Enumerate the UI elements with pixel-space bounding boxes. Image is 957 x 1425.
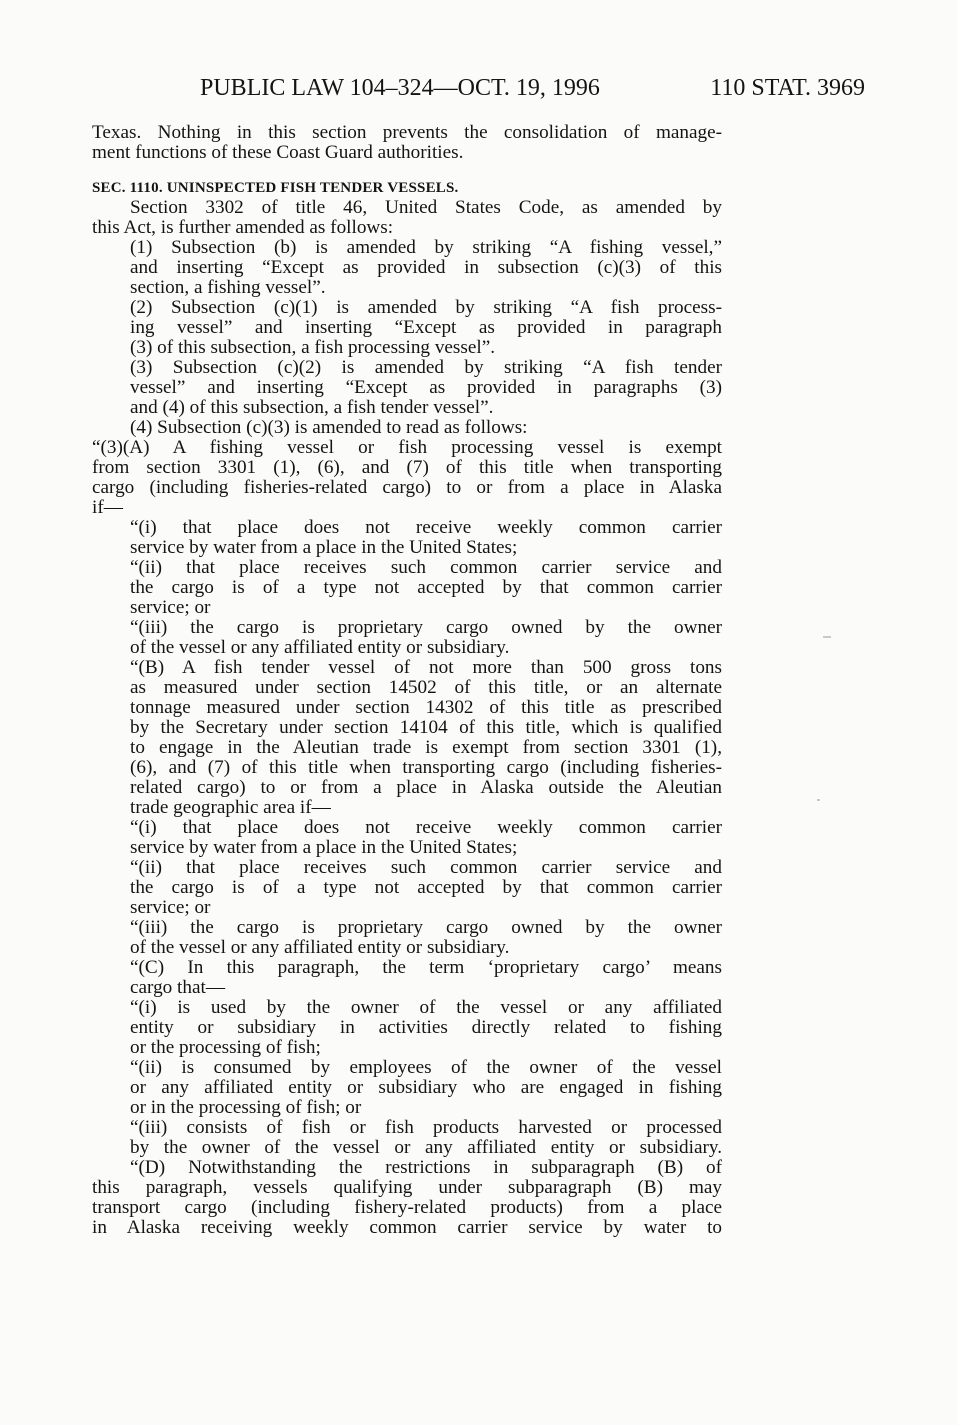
scan-speck bbox=[817, 799, 820, 801]
text-line: tonnage measured under section 14302 of this title as prescribed bbox=[130, 698, 722, 718]
text-line: “(i) is used by the owner of the vessel or any affiliated bbox=[130, 998, 722, 1018]
text-line: entity or subsidiary in activities directly related to fishing bbox=[130, 1018, 722, 1038]
text-line: in Alaska receiving weekly common carrier service by water to bbox=[92, 1218, 722, 1238]
text-line: of the vessel or any affiliated entity or subsidiary. bbox=[130, 637, 510, 658]
spacer bbox=[92, 163, 722, 178]
text-line: Texas. Nothing in this section prevents the consolidation of manage- bbox=[92, 123, 722, 143]
text-line: service; or bbox=[130, 597, 211, 618]
text-line: “(i) that place does not receive weekly common carrier bbox=[130, 518, 722, 538]
text-line: section, a fishing vessel”. bbox=[130, 277, 326, 298]
text-line: (6), and (7) of this title when transporting cargo (including fisheries- bbox=[130, 758, 722, 778]
text-line: this Act, is further amended as follows: bbox=[92, 217, 394, 238]
text-line: vessel” and inserting “Except as provided in paragraphs (3) bbox=[130, 378, 722, 398]
text-line: “(ii) that place receives such common carrier service and bbox=[130, 858, 722, 878]
text-line: by the Secretary under section 14104 of this title, which is qualified bbox=[130, 718, 722, 738]
text-line: cargo (including fisheries-related cargo) to or from a place in Alaska bbox=[92, 478, 722, 498]
text-line: by the owner of the vessel or any affiliated entity or subsidiary. bbox=[130, 1138, 722, 1158]
page-header bbox=[200, 70, 865, 106]
text-line: and inserting “Except as provided in subsection (c)(3) of this bbox=[130, 258, 722, 278]
text-line: related cargo) to or from a place in Alaska outside the Aleutian bbox=[130, 778, 722, 798]
scan-speck bbox=[823, 636, 831, 638]
text-line: of the vessel or any affiliated entity or subsidiary. bbox=[130, 937, 510, 958]
text-line: to engage in the Aleutian trade is exempt from section 3301 (1), bbox=[130, 738, 722, 758]
text-line: cargo that— bbox=[130, 977, 226, 998]
text-line: this paragraph, vessels qualifying under subparagraph (B) may bbox=[92, 1178, 722, 1198]
text-line: (4) Subsection (c)(3) is amended to read as follows: bbox=[130, 417, 528, 438]
text-line: (1) Subsection (b) is amended by striking “A fishing vessel,” bbox=[130, 238, 722, 258]
text-line: or the processing of fish; bbox=[130, 1037, 321, 1058]
text-line: (3) of this subsection, a fish processing vessel”. bbox=[130, 337, 496, 358]
text-line: “(iii) consists of fish or fish products harvested or processed bbox=[130, 1118, 722, 1138]
text-line: or in the processing of fish; or bbox=[130, 1097, 362, 1118]
text-line: ing vessel” and inserting “Except as provided in paragraph bbox=[130, 318, 722, 338]
text-line: the cargo is of a type not accepted by that common carrier bbox=[130, 578, 722, 598]
text-line: “(iii) the cargo is proprietary cargo owned by the owner bbox=[130, 918, 722, 938]
text-line: “(iii) the cargo is proprietary cargo owned by the owner bbox=[130, 618, 722, 638]
text-line: (3) Subsection (c)(2) is amended by striking “A fish tender bbox=[130, 358, 722, 378]
text-line: as measured under section 14502 of this title, or an alternate bbox=[130, 678, 722, 698]
text-line: “(C) In this paragraph, the term ‘proprietary cargo’ means bbox=[130, 958, 722, 978]
text-line: trade geographic area if— bbox=[130, 797, 331, 818]
header-citation: PUBLIC LAW 104–324—OCT. 19, 1996 bbox=[200, 75, 600, 101]
text-line: (2) Subsection (c)(1) is amended by striking “A fish process- bbox=[130, 298, 722, 318]
text-line: Section 3302 of title 46, United States Code, as amended by bbox=[130, 198, 722, 218]
text-line: and (4) of this subsection, a fish tender vessel”. bbox=[130, 397, 494, 418]
text-line: service; or bbox=[130, 897, 211, 918]
text-line: “(D) Notwithstanding the restrictions in subparagraph (B) of bbox=[130, 1158, 722, 1178]
body-text bbox=[92, 123, 722, 1238]
text-line: “(ii) is consumed by employees of the owner of the vessel bbox=[130, 1058, 722, 1078]
section-heading: SEC. 1110. UNINSPECTED FISH TENDER VESSELS. bbox=[92, 180, 459, 196]
text-line: “(i) that place does not receive weekly common carrier bbox=[130, 818, 722, 838]
text-line: “(3)(A) A fishing vessel or fish processing vessel is exempt bbox=[92, 438, 722, 458]
text-line: service by water from a place in the United States; bbox=[130, 537, 518, 558]
text-line: the cargo is of a type not accepted by that common carrier bbox=[130, 878, 722, 898]
header-stat-page: 110 STAT. 3969 bbox=[710, 75, 865, 101]
text-line: transport cargo (including fishery-related products) from a place bbox=[92, 1198, 722, 1218]
text-line: from section 3301 (1), (6), and (7) of this title when transporting bbox=[92, 458, 722, 478]
text-line: if— bbox=[92, 497, 123, 518]
text-line: “(ii) that place receives such common carrier service and bbox=[130, 558, 722, 578]
text-line: ment functions of these Coast Guard authorities. bbox=[92, 142, 464, 163]
text-line: “(B) A fish tender vessel of not more than 500 gross tons bbox=[130, 658, 722, 678]
text-line: or any affiliated entity or subsidiary who are engaged in fishing bbox=[130, 1078, 722, 1098]
text-line: service by water from a place in the United States; bbox=[130, 837, 518, 858]
